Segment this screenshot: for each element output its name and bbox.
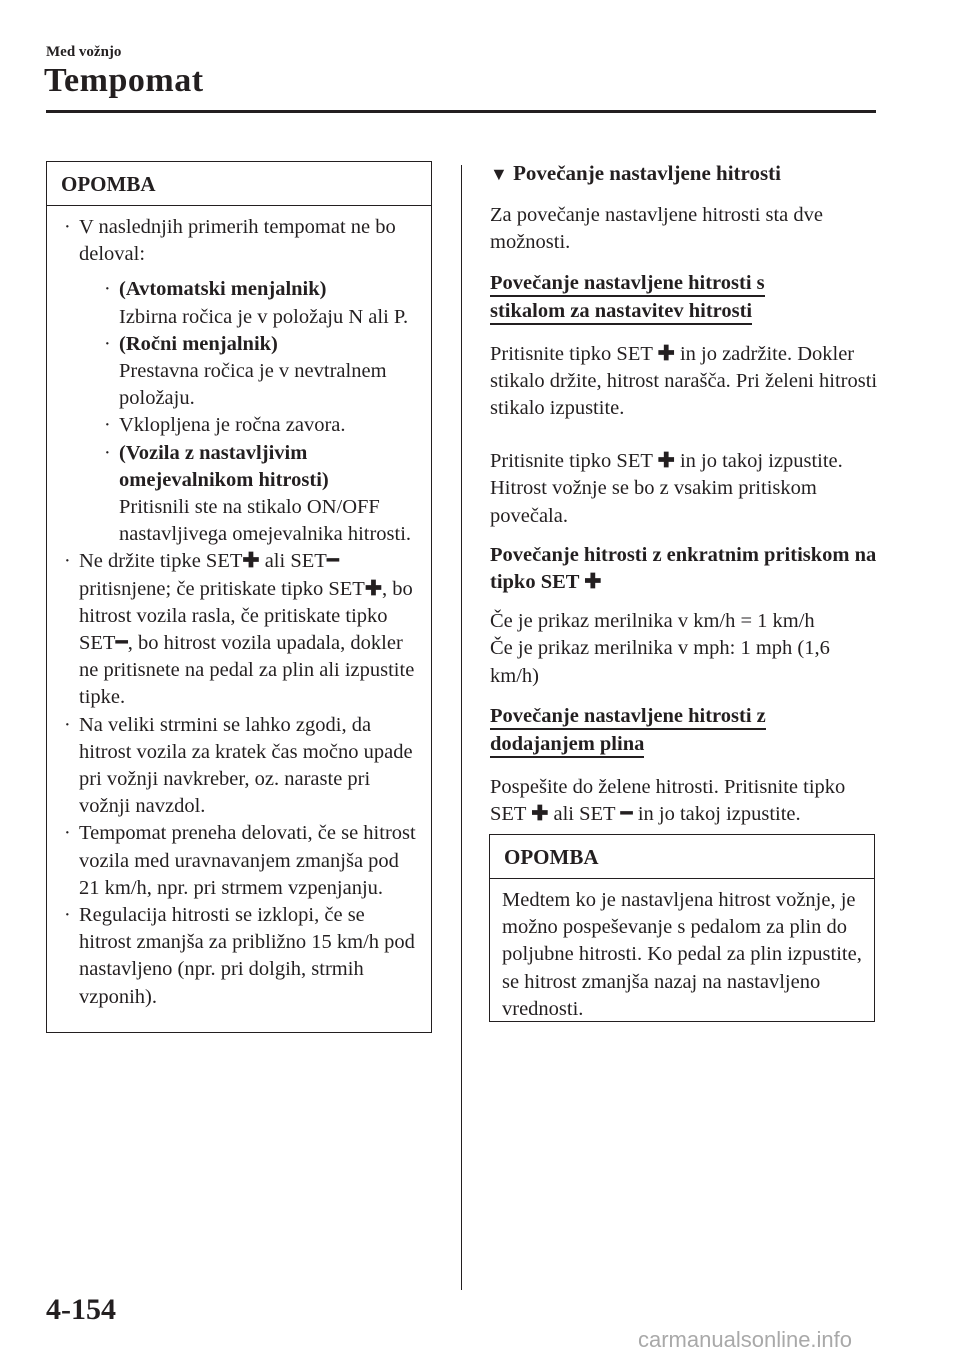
section-heading (490, 160, 882, 188)
bullet-text: Ne držite tipke SET (79, 550, 243, 573)
bullet-text: , bo hitrost vozila rasla, če pritiskate tipko SET (79, 577, 413, 655)
bullet-text: Regulacija hitrosti se izklopi, če se hitrost zmanjša za približno 15 km/h pod nastavljeno (npr. pri dolgih, strmih vzponih). (79, 904, 415, 1008)
sub-bullet-title: (Ročni menjalnik) (119, 332, 278, 355)
right-column (490, 160, 882, 840)
bullet-item (59, 820, 421, 902)
paragraph (490, 608, 882, 690)
sub-bullet-item (99, 331, 421, 413)
paragraph-text: ali SET (548, 803, 621, 826)
bullet-dot-icon: · (64, 550, 71, 573)
bullet-dot-icon: · (64, 904, 71, 927)
bullet-dot-icon: · (64, 822, 71, 845)
sub-bullet-item (99, 276, 421, 330)
subheading-text: Povečanje hitrosti z enkratnim pritiskom na tipko SET (490, 543, 877, 594)
plus-icon: ✚ (584, 571, 602, 594)
bullet-dot-icon: · (104, 441, 111, 464)
sub-bullet-item (99, 412, 421, 439)
minus-icon: ━ (115, 632, 128, 655)
spacer (490, 434, 882, 448)
bullet-text: V naslednjih primerih tempomat ne bo deloval: (79, 216, 396, 266)
sub-bullet-text: Izbirna ročica je v položaju N ali P. (119, 305, 409, 328)
bullet-text: , bo hitrost vozila upadala, dokler ne pritisnete na pedal za plin ali izpustite tipke. (79, 632, 415, 709)
bullet-dot-icon: · (104, 278, 111, 301)
sub-bullet-text: Vklopljena je ročna zavora. (119, 414, 346, 437)
bullet-text: ali SET (259, 550, 327, 573)
bullet-text: Na veliki strmini se lahko zgodi, da hitrost vozila za kratek čas močno upade pri vožnji navkreber, oz. naraste pri vožnji navzdol. (79, 713, 413, 818)
paragraph-text: in jo takoj izpustite. Hitrost vožnje se bo z vsakim pritiskom povečala. (490, 450, 843, 527)
subheading (490, 702, 882, 758)
section-label: Med vožnjo (46, 44, 122, 60)
subheading-line: stikalom za nastavitev hitrosti (490, 300, 752, 325)
sub-bullet-text: Prestavna ročica je v nevtralnem položaju. (119, 360, 387, 410)
subheading-bold (490, 542, 882, 596)
note-body (47, 206, 431, 1021)
page-title: Tempomat (44, 62, 204, 99)
bullet-dot-icon: · (64, 216, 71, 238)
note-box-left (46, 161, 432, 1033)
page-number: 4-154 (46, 1293, 116, 1326)
minus-icon: ━ (326, 550, 340, 573)
subheading-line: Povečanje nastavljene hitrosti s (490, 272, 765, 297)
sub-list (99, 276, 421, 548)
column-divider (461, 165, 462, 1290)
bullet-dot-icon: · (104, 414, 111, 437)
sub-bullet-text: Pritisnili ste na stikalo ON/OFF nastavljivega omejevalnika hitrosti. (119, 496, 412, 546)
paragraph-text: in jo zadržite. Dokler stikalo držite, hitrost narašča. Pri želeni hitrosti stikalo izpustite. (490, 342, 878, 420)
triangle-down-icon: ▼ (490, 164, 508, 184)
subheading (490, 269, 882, 325)
bullet-item (59, 548, 421, 711)
minus-icon: ━ (620, 803, 633, 826)
bullet-item (59, 902, 421, 1011)
bullet-dot-icon: · (104, 332, 111, 355)
note-heading: OPOMBA (47, 162, 431, 206)
sub-bullet-title: (Avtomatski menjalnik) (119, 278, 327, 301)
plus-icon: ✚ (364, 577, 382, 600)
paragraph-text: in jo takoj izpustite. (632, 803, 801, 826)
bullet-item (59, 712, 421, 821)
note-box-right (489, 834, 875, 1022)
paragraph-text: Če je prikaz merilnika v mph: 1 mph (1,6 km/h) (490, 637, 830, 687)
paragraph: Za povečanje nastavljene hitrosti sta dve možnosti. (490, 204, 824, 254)
note-body: Medtem ko je nastavljena hitrost vožnje, je možno pospeševanje s pedalom za plin do poljubne hitrosti. Ko pedal za plin izpustite, se hitrost zmanjša nazaj na nastavljeno vrednosti. (502, 889, 862, 1020)
watermark: carmanualsonline.info (638, 1327, 853, 1352)
subheading-line: dodajanjem plina (490, 733, 644, 758)
note-heading: OPOMBA (490, 835, 874, 879)
plus-icon: ✚ (657, 450, 675, 473)
bullet-item (59, 214, 421, 548)
bullet-text: pritisnjene; če pritiskate tipko SET (79, 577, 365, 600)
paragraph (490, 774, 882, 828)
sub-bullet-item (99, 440, 421, 549)
paragraph-text: Če je prikaz merilnika v km/h = 1 km/h (490, 610, 815, 633)
subheading-line: Povečanje nastavljene hitrosti z (490, 705, 766, 730)
section-heading-text: Povečanje nastavljene hitrosti (513, 161, 781, 185)
header-rule (46, 110, 876, 113)
plus-icon: ✚ (242, 550, 260, 573)
paragraph (490, 341, 882, 423)
plus-icon: ✚ (657, 342, 675, 365)
bullet-dot-icon: · (64, 713, 71, 736)
paragraph-text: Pritisnite tipko SET (490, 342, 658, 365)
paragraph-text: Pritisnite tipko SET (490, 450, 658, 473)
paragraph-text: Pospešite do želene hitrosti. Pritisnite tipko SET (490, 775, 846, 826)
sub-bullet-title: (Vozila z nastavljivim omejevalnikom hitrosti) (119, 441, 329, 491)
plus-icon: ✚ (531, 803, 549, 826)
paragraph (490, 448, 882, 530)
bullet-text: Tempomat preneha delovati, če se hitrost vozila med uravnavanjem zmanjša pod 21 km/h, npr. pri strmem vzpenjanju. (79, 822, 416, 899)
